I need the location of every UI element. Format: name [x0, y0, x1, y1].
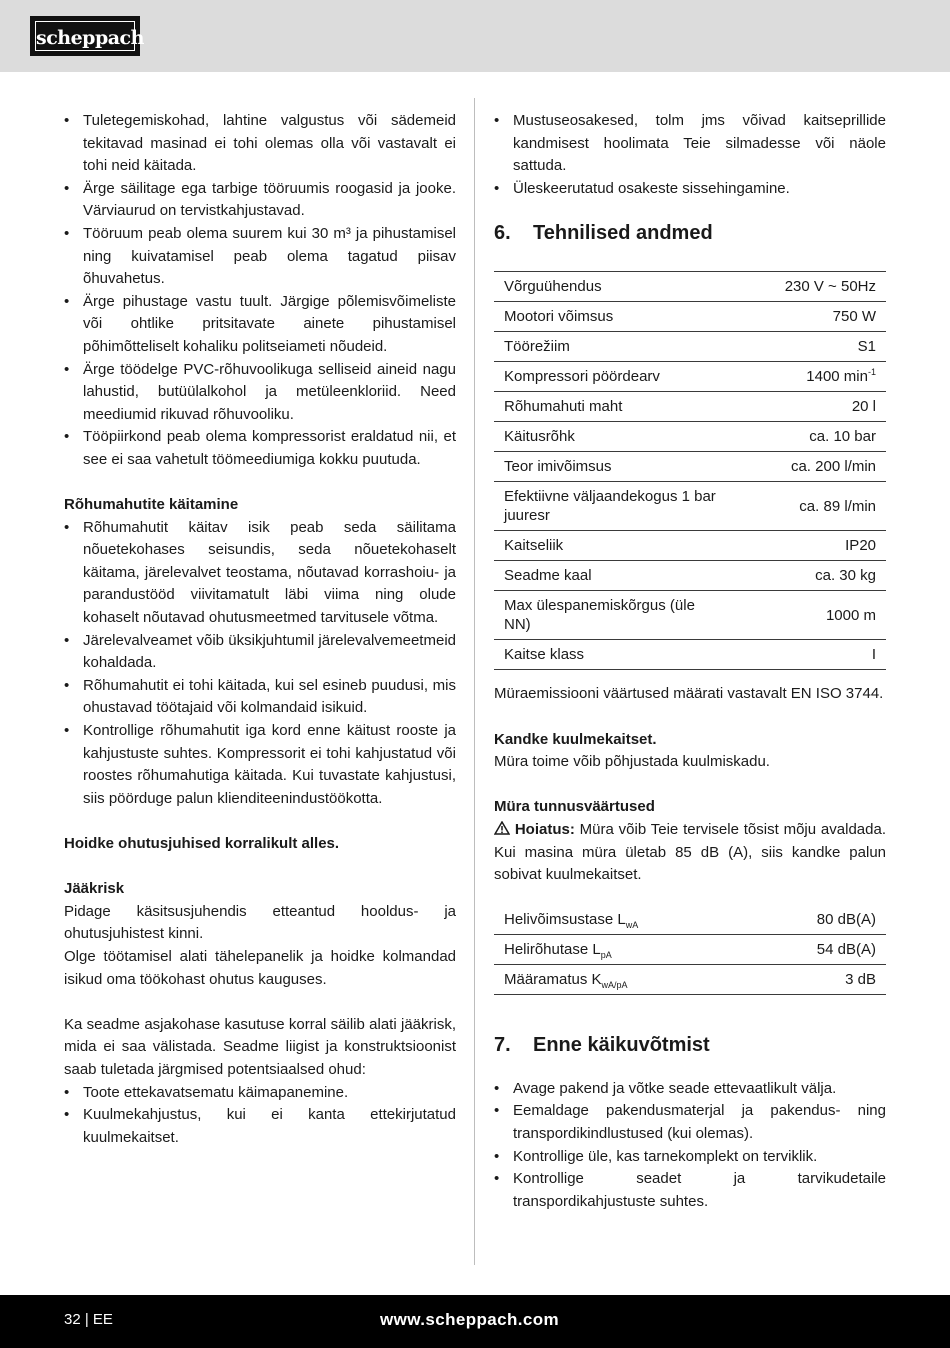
- list-item: • Toote ettekavatsematu käimapanemine.: [64, 1082, 456, 1105]
- keep-instructions-note: Hoidke ohutusjuhised korralikult alles.: [64, 835, 340, 852]
- row-value: IP20: [734, 531, 886, 561]
- section-6-title: [494, 220, 886, 246]
- noise-emission-note: Müraemissiooni väärtused määrati vastavalt EN ISO 3744.: [494, 685, 884, 703]
- table-row: [494, 452, 886, 482]
- hearing-protection-text: Müra toime võib põhjustada kuulmiskadu.: [494, 753, 770, 771]
- row-value: ca. 30 kg: [734, 561, 886, 591]
- table-row: [494, 392, 886, 422]
- row-label: Teor imivõimsus: [494, 452, 734, 482]
- row-value: S1: [734, 332, 886, 362]
- row-label: Käitusrõhk: [494, 422, 734, 452]
- row-label: Määramatus $K_{wA/pA}$: [494, 964, 753, 994]
- table-row: [494, 905, 886, 935]
- row-value: 20 l: [734, 392, 886, 422]
- row-label: Võrguühendus: [494, 272, 734, 302]
- section-number: 7.: [494, 1033, 511, 1056]
- row-label: Töörežiim: [494, 332, 734, 362]
- list-item: • Üleskeerutatud osakeste sissehingamine.: [494, 178, 886, 201]
- section-title-text: Tehnilised andmed: [533, 222, 713, 245]
- row-label: Helivõimsustase $L_{wA}$: [494, 905, 753, 935]
- pressure-vessel-heading: Rõhumahutite käitamine: [64, 496, 239, 514]
- warning-triangle-icon: [494, 821, 510, 835]
- table-row: [494, 531, 886, 561]
- residual-risk-heading: Jääkrisk: [64, 880, 125, 898]
- residual-risk-paragraph: Pidage käsitsusjuhendis etteantud hooldus- ja ohutusjuhistest kinni.: [64, 902, 456, 943]
- row-label: Rõhumahuti maht: [494, 392, 734, 422]
- list-item: • Järelevalveamet võib üksikjuhtumil järelevalvemeetmeid kohaldada.: [64, 630, 456, 675]
- page-number: 32 | EE: [64, 1311, 113, 1328]
- noise-values-table: [494, 905, 886, 995]
- table-row: [494, 422, 886, 452]
- left-column: [64, 110, 456, 1149]
- noise-values-heading: Müra tunnusväärtused: [494, 798, 655, 816]
- row-value: 1400 $\min^{-1}$: [734, 362, 886, 392]
- row-label: Mootori võimsus: [494, 302, 734, 332]
- row-label: Max ülespanemiskõrgus (üle NN): [494, 591, 734, 640]
- table-row: [494, 302, 886, 332]
- table-row: [494, 640, 886, 670]
- list-item: • Ärge töödelge PVC-rõhuvoolikuga selliseid aineid nagu lahustid, butüülalkohol ja metüleenkloriid. Need meediumid rikuvad rõhuvooliku.: [64, 359, 456, 427]
- table-row: [494, 561, 886, 591]
- table-row: [494, 332, 886, 362]
- list-item: • Tööruum peab olema suurem kui 30 m³ ja pihustamisel ning kuivatamisel peab olema tagatud piisav õhuvahetus.: [64, 223, 456, 291]
- residual-risk-paragraph: Olge töötamisel alati tähelepanelik ja hoidke kolmandad isikud oma töökohast ohutus kauguses.: [64, 947, 456, 988]
- right-column: [494, 110, 886, 1213]
- row-value: 54 dB(A): [753, 934, 886, 964]
- list-item: • Ärge säilitage ega tarbige tööruumis roogasid ja jooke. Värviaurud on tervistkahjustavad.: [64, 178, 456, 223]
- row-label: Kaitseliik: [494, 531, 734, 561]
- page-footer: [0, 1295, 950, 1348]
- table-row: [494, 272, 886, 302]
- safety-bullets: [64, 110, 456, 472]
- list-item: • Kuulmekahjustus, kui ei kanta ettekirjutatud kuulmekaitset.: [64, 1104, 456, 1149]
- list-item: • Mustuseosakesed, tolm jms võivad kaitseprillide kandmisest hoolimata Teie silmadesse või näole sattuda.: [494, 110, 886, 178]
- section-number: 6.: [494, 222, 511, 245]
- row-label: Kompressori pöördearv: [494, 362, 734, 392]
- technical-data-table: [494, 271, 886, 670]
- row-value: 750 W: [734, 302, 886, 332]
- list-item: • Kontrollige üle, kas tarnekomplekt on terviklik.: [494, 1146, 886, 1169]
- row-value: I: [734, 640, 886, 670]
- pressure-vessel-bullets: [64, 517, 456, 811]
- row-value: 3 dB: [753, 964, 886, 994]
- row-value: ca. 89 l/min: [734, 482, 886, 531]
- warning-text: Müra võib Teie tervisele tõsist mõju avaldada. Kui masina müra ületab 85 dB (A), siis kandke palun sobivat kuulmekaitset.: [494, 820, 886, 884]
- list-item: • Eemaldage pakendusmaterjal ja pakendus- ning transpordikindlustused (kui olemas).: [494, 1100, 886, 1145]
- website-url: www.scheppach.com: [380, 1310, 560, 1329]
- table-row: [494, 362, 886, 392]
- list-item: • Avage pakend ja võtke seade ettevaatlikult välja.: [494, 1078, 886, 1101]
- table-row: [494, 591, 886, 640]
- list-item: • Rõhumahutit ei tohi käitada, kui sel esineb puudusi, mis ohustavad töötajaid või kolmandaid isikuid.: [64, 675, 456, 720]
- row-value: 230 V ~ 50Hz: [734, 272, 886, 302]
- list-item: • Tööpiirkond peab olema kompressorist eraldatud nii, et see ei saa vahetult töömeediumiga kokku puutuda.: [64, 426, 456, 471]
- row-label: Kaitse klass: [494, 640, 734, 670]
- page-header: [0, 0, 950, 72]
- table-row: [494, 964, 886, 994]
- section-7-title: [494, 1032, 886, 1058]
- logo-text: scheppach: [35, 21, 135, 51]
- noise-warning: [494, 819, 886, 887]
- residual-risk-paragraph: Ka seadme asjakohase kasutuse korral säilib alati jääkrisk, mida ei saa välistada. Seadme liigist ja konstruktsioonist saab tuletada järgmised potentsiaalsed ohud:: [64, 1015, 456, 1078]
- hazard-bullets: [494, 110, 886, 200]
- scheppach-logo: [30, 16, 144, 56]
- hearing-protection-heading: Kandke kuulmekaitset.: [494, 730, 657, 748]
- row-label: Efektiivne väljaandekogus 1 bar juuresr: [494, 482, 734, 531]
- list-item: • Kontrollige seadet ja tarvikudetaile transpordikahjustuste suhtes.: [494, 1168, 886, 1213]
- row-label: Helirõhutase $L_{pA}$: [494, 934, 753, 964]
- list-item: • Ärge pihustage vastu tuult. Järgige põlemisvõimeliste või ohtlike pritsitavate ainete pihustamisel põhimõtteliselt kohaliku politseiameti nõudeid.: [64, 291, 456, 359]
- table-row: [494, 934, 886, 964]
- warning-label: Hoiatus:: [514, 820, 575, 838]
- table-row: [494, 482, 886, 531]
- row-value: 80 dB(A): [753, 905, 886, 935]
- startup-bullets: [494, 1078, 886, 1214]
- list-item: • Rõhumahutit käitav isik peab seda säilitama nõuetekohases seisundis, seda nõuetekohaselt käitama, järelevalvet teostama, nõutavad korrashoiu- ja parandustööd viivitamatult läbi viima ning olude kohaselt nõutavad ohutusmeetmed tarvitusele võtma.: [64, 517, 456, 630]
- residual-risk-bullets: [64, 1082, 456, 1150]
- list-item: • Kontrollige rõhumahutit iga kord enne käitust rooste ja kahjustuste suhtes. Kompressorit ei tohi kahjustatud või roostes rõhumahutiga käitada. Kui tuvastate kahjustusi, siis pöörduge palun klienditeenindustöökotta.: [64, 720, 456, 810]
- list-item: • Tuletegemiskohad, lahtine valgustus või sädemeid tekitavad masinad ei tohi olemas olla või vastavalt ei tohi neid käitada.: [64, 110, 456, 178]
- row-value: ca. 200 l/min: [734, 452, 886, 482]
- section-title-text: Enne käikuvõtmist: [533, 1033, 710, 1056]
- column-divider: [474, 98, 475, 1265]
- row-value: 1000 m: [734, 591, 886, 640]
- row-label: Seadme kaal: [494, 561, 734, 591]
- row-value: ca. 10 bar: [734, 422, 886, 452]
